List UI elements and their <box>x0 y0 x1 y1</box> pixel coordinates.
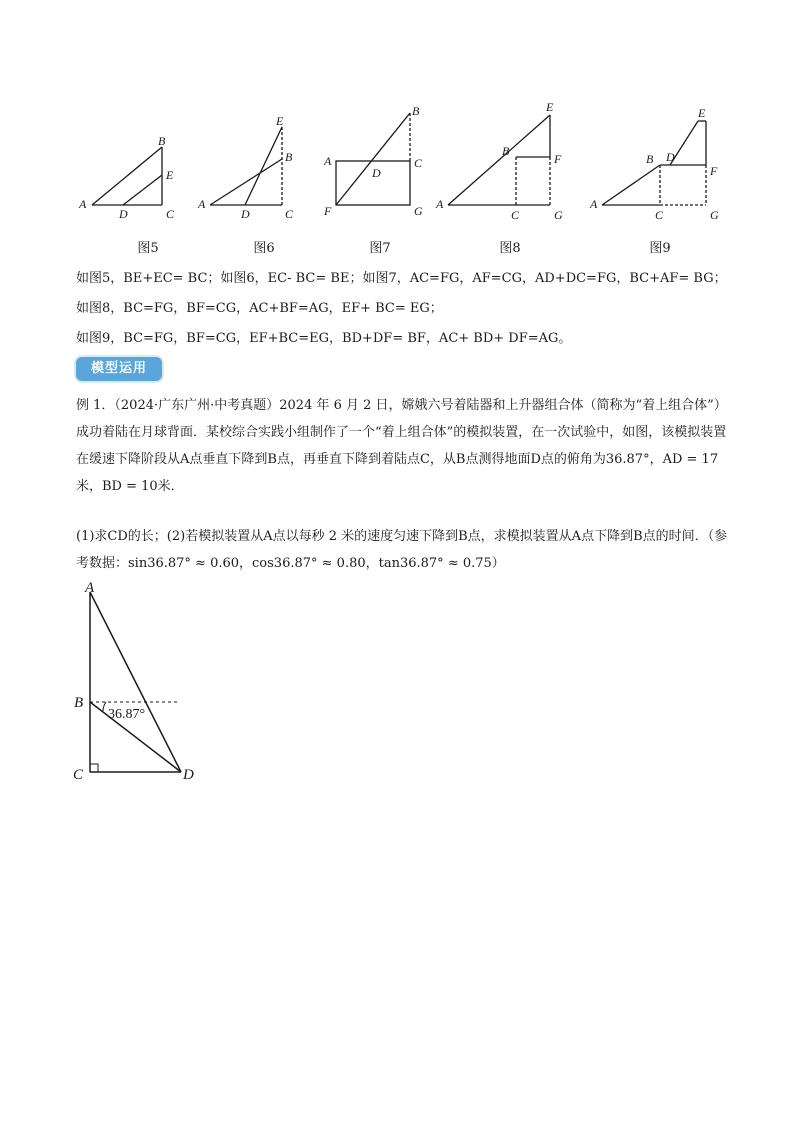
fig8-label-e: E <box>546 100 554 114</box>
fig9-label-c: C <box>655 208 664 222</box>
fig5-label-c: C <box>166 207 175 221</box>
caption-fig5: 图5 <box>137 241 159 256</box>
label-a: A <box>85 580 95 596</box>
fig7-label-d: D <box>372 166 381 180</box>
fig7-label-g: G <box>414 204 423 218</box>
fig7-label-b: B <box>412 104 420 118</box>
fig6-label-e: E <box>276 114 284 128</box>
fig8-label-b: B <box>502 144 510 158</box>
relation-line-3: 如图9，BC=FG，BF=CG，EF+BC=EG，BD+DF= BF，AC+ BD+ DF=AG。 <box>76 331 572 346</box>
fig5-label-d: D <box>119 207 128 221</box>
main-figure <box>68 580 218 790</box>
fig5-label-e: E <box>166 168 174 182</box>
label-b: B <box>74 695 84 711</box>
fig9-label-a: A <box>590 197 598 211</box>
relation-line-2: 如图8，BC=FG，BF=CG，AC+BF=AG，EF+ BC= EG； <box>76 301 443 316</box>
fig8-label-f: F <box>554 152 562 166</box>
fig9-label-d: D <box>666 150 675 164</box>
label-c: C <box>73 767 84 783</box>
fig6-label-a: A <box>198 197 206 211</box>
label-d: D <box>183 767 194 783</box>
fig9-label-f: F <box>710 164 718 178</box>
example-paragraph-2: (1)求CD的长；(2)若模拟装置从A点以每秒 2 米的速度匀速下降到B点，求模拟装置从A点下降到B点的时间．（参考数据：sin36.87° ≈ 0.60，cos36.87° ≈ 0.80，tan36.87° ≈ 0.75） <box>76 529 728 571</box>
fig9-label-g: G <box>710 208 719 222</box>
fig8-label-g: G <box>554 208 563 222</box>
fig9-label-e: E <box>698 106 706 120</box>
section-badge: 模型运用 <box>76 357 162 381</box>
fig6-label-d: D <box>241 207 250 221</box>
fig9-label-b: B <box>646 152 654 166</box>
fig7-label-c: C <box>414 156 423 170</box>
fig6-label-c: C <box>285 207 294 221</box>
caption-fig6: 图6 <box>253 241 275 256</box>
figures-row <box>70 95 740 260</box>
fig5-label-b: B <box>158 134 166 148</box>
example-paragraph-1: 例 1．（2024·广东广州·中考真题）2024 年 6 月 2 日，嫦娥六号着陆器和上升器组合体（简称为“着上组合体”）成功着陆在月球背面．某校综合实践小组制作了一个“着上组合体”的模拟装置，在一次试验中，如图，该模拟装置在缓速下降阶段从A点垂直下降到B点，再垂直下降到着陆点C，从B点测得地面D点的俯角为36.87°，AD = 17米，BD = 10米． <box>76 398 727 494</box>
angle-label: 36.87° <box>108 707 146 722</box>
fig6-label-b: B <box>285 150 293 164</box>
fig7-label-a: A <box>324 154 332 168</box>
caption-fig8: 图8 <box>499 241 521 256</box>
caption-fig9: 图9 <box>649 241 671 256</box>
relation-line-1: 如图5，BE+EC= BC；如图6，EC- BC= BE；如图7，AC=FG，AF=CG，AD+DC=FG，BC+AF= BG； <box>76 271 727 286</box>
figures-svg <box>70 95 740 235</box>
fig8-label-c: C <box>511 208 520 222</box>
fig8-label-a: A <box>436 197 444 211</box>
caption-fig7: 图7 <box>369 241 391 256</box>
fig5-label-a: A <box>79 197 87 211</box>
fig7-label-f: F <box>324 204 332 218</box>
